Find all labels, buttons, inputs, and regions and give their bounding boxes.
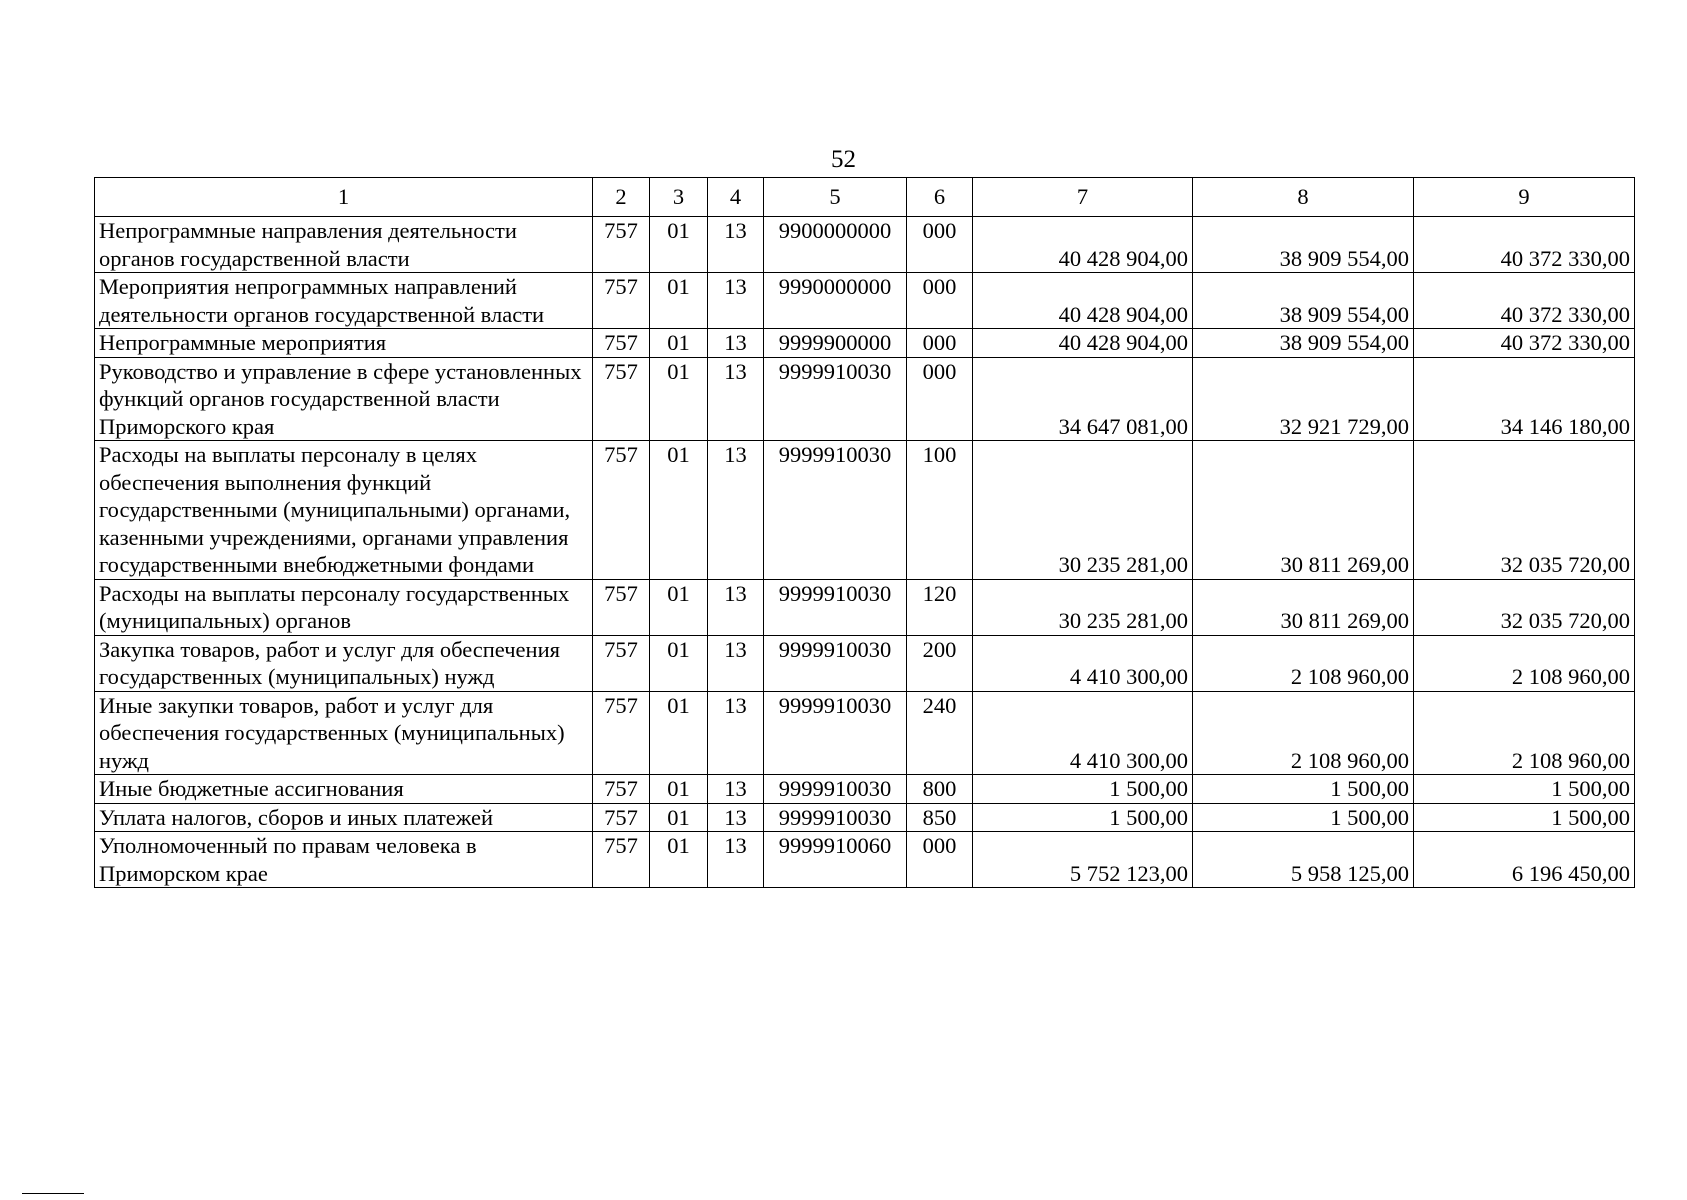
row-code-6: 000 xyxy=(907,832,973,888)
page-number: 52 xyxy=(831,146,856,173)
header-cell-4: 4 xyxy=(708,178,764,217)
table-body xyxy=(95,217,1635,888)
row-code-5: 9999910030 xyxy=(764,441,907,580)
row-amount-9: 40 372 330,00 xyxy=(1414,217,1635,273)
row-code-4: 13 xyxy=(708,635,764,691)
row-code-3: 01 xyxy=(650,775,708,804)
row-code-5: 9999910030 xyxy=(764,691,907,775)
row-amount-8: 2 108 960,00 xyxy=(1193,691,1414,775)
row-code-5: 9999910030 xyxy=(764,635,907,691)
row-amount-7: 34 647 081,00 xyxy=(973,357,1193,441)
row-code-4: 13 xyxy=(708,832,764,888)
row-code-5: 9999910030 xyxy=(764,775,907,804)
row-name: Уплата налогов, сборов и иных платежей xyxy=(95,803,593,832)
row-amount-7: 4 410 300,00 xyxy=(973,635,1193,691)
table-row xyxy=(95,635,1635,691)
header-cell-8: 8 xyxy=(1193,178,1414,217)
row-code-5: 9999900000 xyxy=(764,329,907,358)
row-amount-7: 40 428 904,00 xyxy=(973,217,1193,273)
row-code-3: 01 xyxy=(650,217,708,273)
row-code-4: 13 xyxy=(708,441,764,580)
row-amount-8: 1 500,00 xyxy=(1193,803,1414,832)
row-code-2: 757 xyxy=(593,329,650,358)
row-code-5: 9999910060 xyxy=(764,832,907,888)
row-amount-9: 2 108 960,00 xyxy=(1414,635,1635,691)
row-code-3: 01 xyxy=(650,273,708,329)
row-amount-9: 2 108 960,00 xyxy=(1414,691,1635,775)
row-code-4: 13 xyxy=(708,579,764,635)
row-name: Иные закупки товаров, работ и услуг для обеспечения государственных (муниципальных) нужд xyxy=(95,691,593,775)
header-row xyxy=(95,178,1635,217)
row-code-4: 13 xyxy=(708,273,764,329)
header-cell-2: 2 xyxy=(593,178,650,217)
row-amount-9: 34 146 180,00 xyxy=(1414,357,1635,441)
row-code-3: 01 xyxy=(650,832,708,888)
row-amount-9: 6 196 450,00 xyxy=(1414,832,1635,888)
row-code-3: 01 xyxy=(650,691,708,775)
row-code-6: 100 xyxy=(907,441,973,580)
header-cell-7: 7 xyxy=(973,178,1193,217)
row-code-3: 01 xyxy=(650,635,708,691)
row-code-6: 000 xyxy=(907,329,973,358)
row-name: Непрограммные мероприятия xyxy=(95,329,593,358)
row-code-2: 757 xyxy=(593,691,650,775)
row-code-3: 01 xyxy=(650,357,708,441)
row-code-2: 757 xyxy=(593,579,650,635)
row-code-6: 120 xyxy=(907,579,973,635)
row-amount-8: 30 811 269,00 xyxy=(1193,441,1414,580)
row-name: Иные бюджетные ассигнования xyxy=(95,775,593,804)
table-row xyxy=(95,441,1635,580)
row-code-4: 13 xyxy=(708,329,764,358)
row-code-2: 757 xyxy=(593,273,650,329)
row-code-2: 757 xyxy=(593,832,650,888)
row-code-5: 9990000000 xyxy=(764,273,907,329)
row-code-5: 9999910030 xyxy=(764,579,907,635)
row-amount-9: 40 372 330,00 xyxy=(1414,329,1635,358)
row-code-5: 9900000000 xyxy=(764,217,907,273)
row-name: Закупка товаров, работ и услуг для обеспечения государственных (муниципальных) нужд xyxy=(95,635,593,691)
table-row xyxy=(95,775,1635,804)
table-row xyxy=(95,803,1635,832)
row-amount-8: 38 909 554,00 xyxy=(1193,273,1414,329)
header-cell-9: 9 xyxy=(1414,178,1635,217)
row-name: Непрограммные направления деятельности органов государственной власти xyxy=(95,217,593,273)
table-header xyxy=(95,178,1635,217)
table-row xyxy=(95,691,1635,775)
row-amount-8: 30 811 269,00 xyxy=(1193,579,1414,635)
row-amount-8: 2 108 960,00 xyxy=(1193,635,1414,691)
row-code-2: 757 xyxy=(593,635,650,691)
row-amount-8: 38 909 554,00 xyxy=(1193,217,1414,273)
row-code-5: 9999910030 xyxy=(764,803,907,832)
row-amount-7: 1 500,00 xyxy=(973,803,1193,832)
row-code-6: 000 xyxy=(907,273,973,329)
footer-divider xyxy=(22,1193,84,1194)
row-amount-7: 5 752 123,00 xyxy=(973,832,1193,888)
table-row xyxy=(95,357,1635,441)
budget-table xyxy=(94,177,1635,888)
row-amount-7: 40 428 904,00 xyxy=(973,329,1193,358)
table-row xyxy=(95,329,1635,358)
row-code-2: 757 xyxy=(593,775,650,804)
header-cell-6: 6 xyxy=(907,178,973,217)
row-code-6: 240 xyxy=(907,691,973,775)
row-code-4: 13 xyxy=(708,691,764,775)
row-amount-9: 32 035 720,00 xyxy=(1414,441,1635,580)
row-amount-7: 30 235 281,00 xyxy=(973,579,1193,635)
row-code-5: 9999910030 xyxy=(764,357,907,441)
row-amount-9: 40 372 330,00 xyxy=(1414,273,1635,329)
row-code-2: 757 xyxy=(593,803,650,832)
row-amount-7: 30 235 281,00 xyxy=(973,441,1193,580)
row-code-4: 13 xyxy=(708,803,764,832)
row-amount-9: 1 500,00 xyxy=(1414,803,1635,832)
row-amount-7: 4 410 300,00 xyxy=(973,691,1193,775)
row-code-4: 13 xyxy=(708,775,764,804)
table-row xyxy=(95,832,1635,888)
row-code-2: 757 xyxy=(593,217,650,273)
row-amount-7: 40 428 904,00 xyxy=(973,273,1193,329)
table-row xyxy=(95,579,1635,635)
row-amount-8: 38 909 554,00 xyxy=(1193,329,1414,358)
row-amount-8: 1 500,00 xyxy=(1193,775,1414,804)
table-row xyxy=(95,217,1635,273)
header-cell-1: 1 xyxy=(95,178,593,217)
row-code-6: 850 xyxy=(907,803,973,832)
row-code-4: 13 xyxy=(708,357,764,441)
row-amount-8: 5 958 125,00 xyxy=(1193,832,1414,888)
row-name: Уполномоченный по правам человека в Приморском крае xyxy=(95,832,593,888)
row-amount-9: 1 500,00 xyxy=(1414,775,1635,804)
row-code-6: 000 xyxy=(907,357,973,441)
row-code-3: 01 xyxy=(650,441,708,580)
row-code-3: 01 xyxy=(650,803,708,832)
row-code-3: 01 xyxy=(650,329,708,358)
row-amount-8: 32 921 729,00 xyxy=(1193,357,1414,441)
row-code-6: 200 xyxy=(907,635,973,691)
header-cell-5: 5 xyxy=(764,178,907,217)
header-cell-3: 3 xyxy=(650,178,708,217)
row-amount-7: 1 500,00 xyxy=(973,775,1193,804)
table-row xyxy=(95,273,1635,329)
row-name: Мероприятия непрограммных направлений деятельности органов государственной власти xyxy=(95,273,593,329)
row-code-2: 757 xyxy=(593,357,650,441)
row-code-4: 13 xyxy=(708,217,764,273)
row-code-3: 01 xyxy=(650,579,708,635)
row-name: Расходы на выплаты персоналу государственных (муниципальных) органов xyxy=(95,579,593,635)
row-code-2: 757 xyxy=(593,441,650,580)
row-code-6: 800 xyxy=(907,775,973,804)
row-code-6: 000 xyxy=(907,217,973,273)
row-name: Расходы на выплаты персоналу в целях обеспечения выполнения функций государственными (муниципальными) органами, казенными учреждениями, органами управления государственными внебюджетными фондами xyxy=(95,441,593,580)
row-amount-9: 32 035 720,00 xyxy=(1414,579,1635,635)
row-name: Руководство и управление в сфере установленных функций органов государственной власти Приморского края xyxy=(95,357,593,441)
